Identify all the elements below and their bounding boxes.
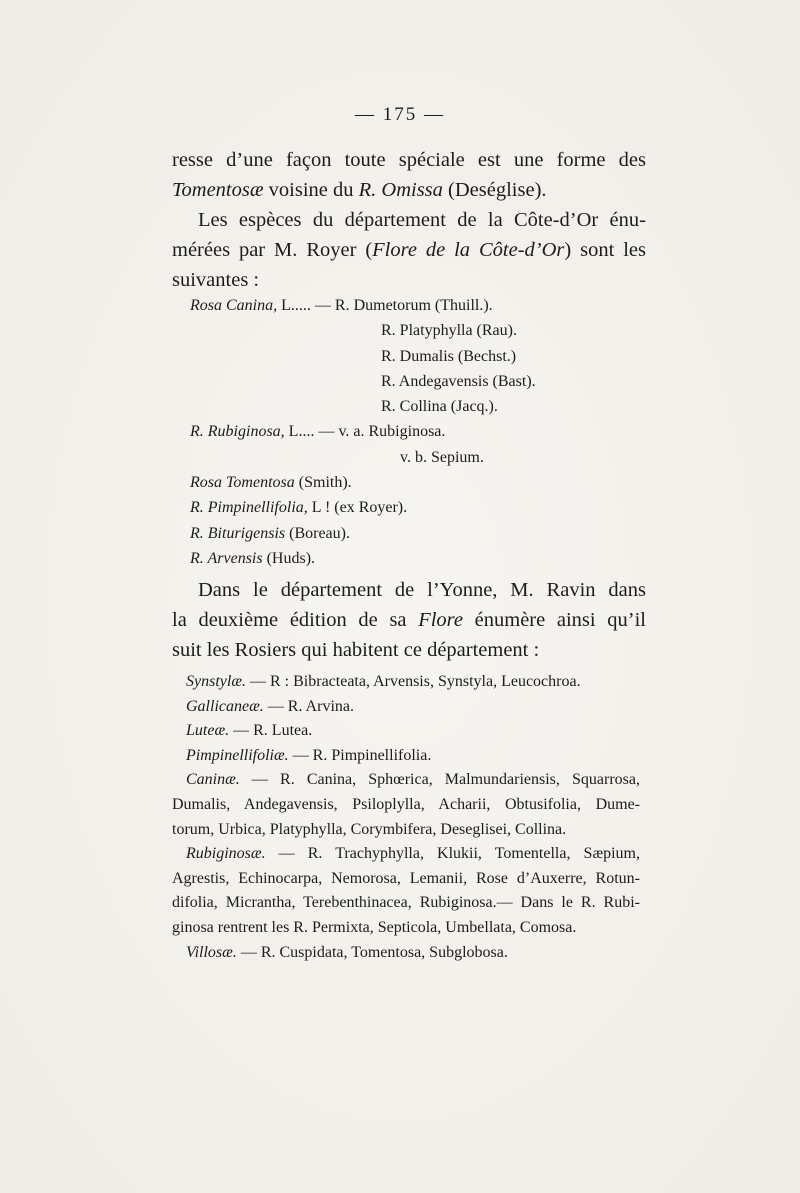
section-caninae: Caninæ. — R. Canina, Sphœrica, Malmundariensis, Squarrosa, Dumalis, Andegavensis, Psiloplylla, Acharii, Obtusifolia, Dume- torum, Urbica, Platyphylla, Corymbifera, Deseglisei, Collina. bbox=[172, 771, 640, 838]
page-number: — 175 — bbox=[355, 104, 445, 125]
yonne-line-3: suit les Rosiers qui habitent ce département : bbox=[172, 639, 540, 661]
list-item: R. Platyphylla (Rau). bbox=[381, 322, 517, 340]
list-item: v. b. Sepium. bbox=[400, 448, 484, 466]
yonne-sections bbox=[172, 670, 640, 965]
section-luteae: Luteæ. — R. Lutea. bbox=[186, 722, 313, 740]
yonne-line-1: Dans le département de l’Yonne, M. Ravin dans bbox=[198, 579, 646, 601]
intro-line-4: mérées par M. Royer (Flore de la Côte-d’Or) sont les bbox=[172, 239, 646, 261]
list-item: R. Biturigensis (Boreau). bbox=[190, 524, 350, 542]
section-synstylae: Synstylæ. — R : Bibracteata, Arvensis, Synstyla, Leucochroa. bbox=[186, 673, 581, 690]
list-item: R. Rubiginosa, L.... — v. a. Rubiginosa. bbox=[190, 423, 446, 441]
intro-line-3: Les espèces du département de la Côte-d’Or énu- bbox=[198, 209, 646, 231]
list-item: R. Dumalis (Bechst.) bbox=[381, 347, 517, 365]
section-pimpinellifoliae: Pimpinellifoliæ. — R. Pimpinellifolia. bbox=[186, 746, 432, 764]
intro-line-5: suivantes : bbox=[172, 269, 260, 291]
yonne-line-2: la deuxième édition de sa Flore énumère ainsi qu’il bbox=[172, 609, 646, 631]
intro-paragraph bbox=[172, 145, 646, 295]
section-rubiginosae: Rubiginosæ. — R. Trachyphylla, Klukii, Tomentella, Sæpium, Agrestis, Echinocarpa, Nemorosa, Lemanii, Rose d’Auxerre, Rotun- difolia, Micrantha, Terebenthinacea, Rubiginosa.— Dans le R. Rubi- ginosa rentrent les R. Permixta, Septicola, Umbellata, Comosa. bbox=[172, 845, 640, 936]
list-item: R. Collina (Jacq.). bbox=[381, 398, 498, 416]
intro-line-2: Tomentosæ voisine du R. Omissa (Deséglise). bbox=[172, 179, 547, 201]
intro-line-1: resse d’une façon toute spéciale est une forme des bbox=[172, 149, 646, 171]
yonne-paragraph bbox=[172, 575, 646, 665]
list-item: Rosa Tomentosa (Smith). bbox=[190, 474, 352, 492]
list-item: R. Pimpinellifolia, L ! (ex Royer). bbox=[190, 499, 408, 517]
section-gallicanae: Gallicaneæ. — R. Arvina. bbox=[186, 697, 354, 715]
list-item: R. Arvensis (Huds). bbox=[190, 549, 316, 567]
cote-dor-species-list bbox=[190, 293, 650, 571]
list-item: R. Andegavensis (Bast). bbox=[381, 372, 536, 390]
list-item: Rosa Canina, L..... — R. Dumetorum (Thuill.). bbox=[190, 297, 493, 314]
section-villosae: Villosæ. — R. Cuspidata, Tomentosa, Subglobosa. bbox=[186, 943, 508, 961]
